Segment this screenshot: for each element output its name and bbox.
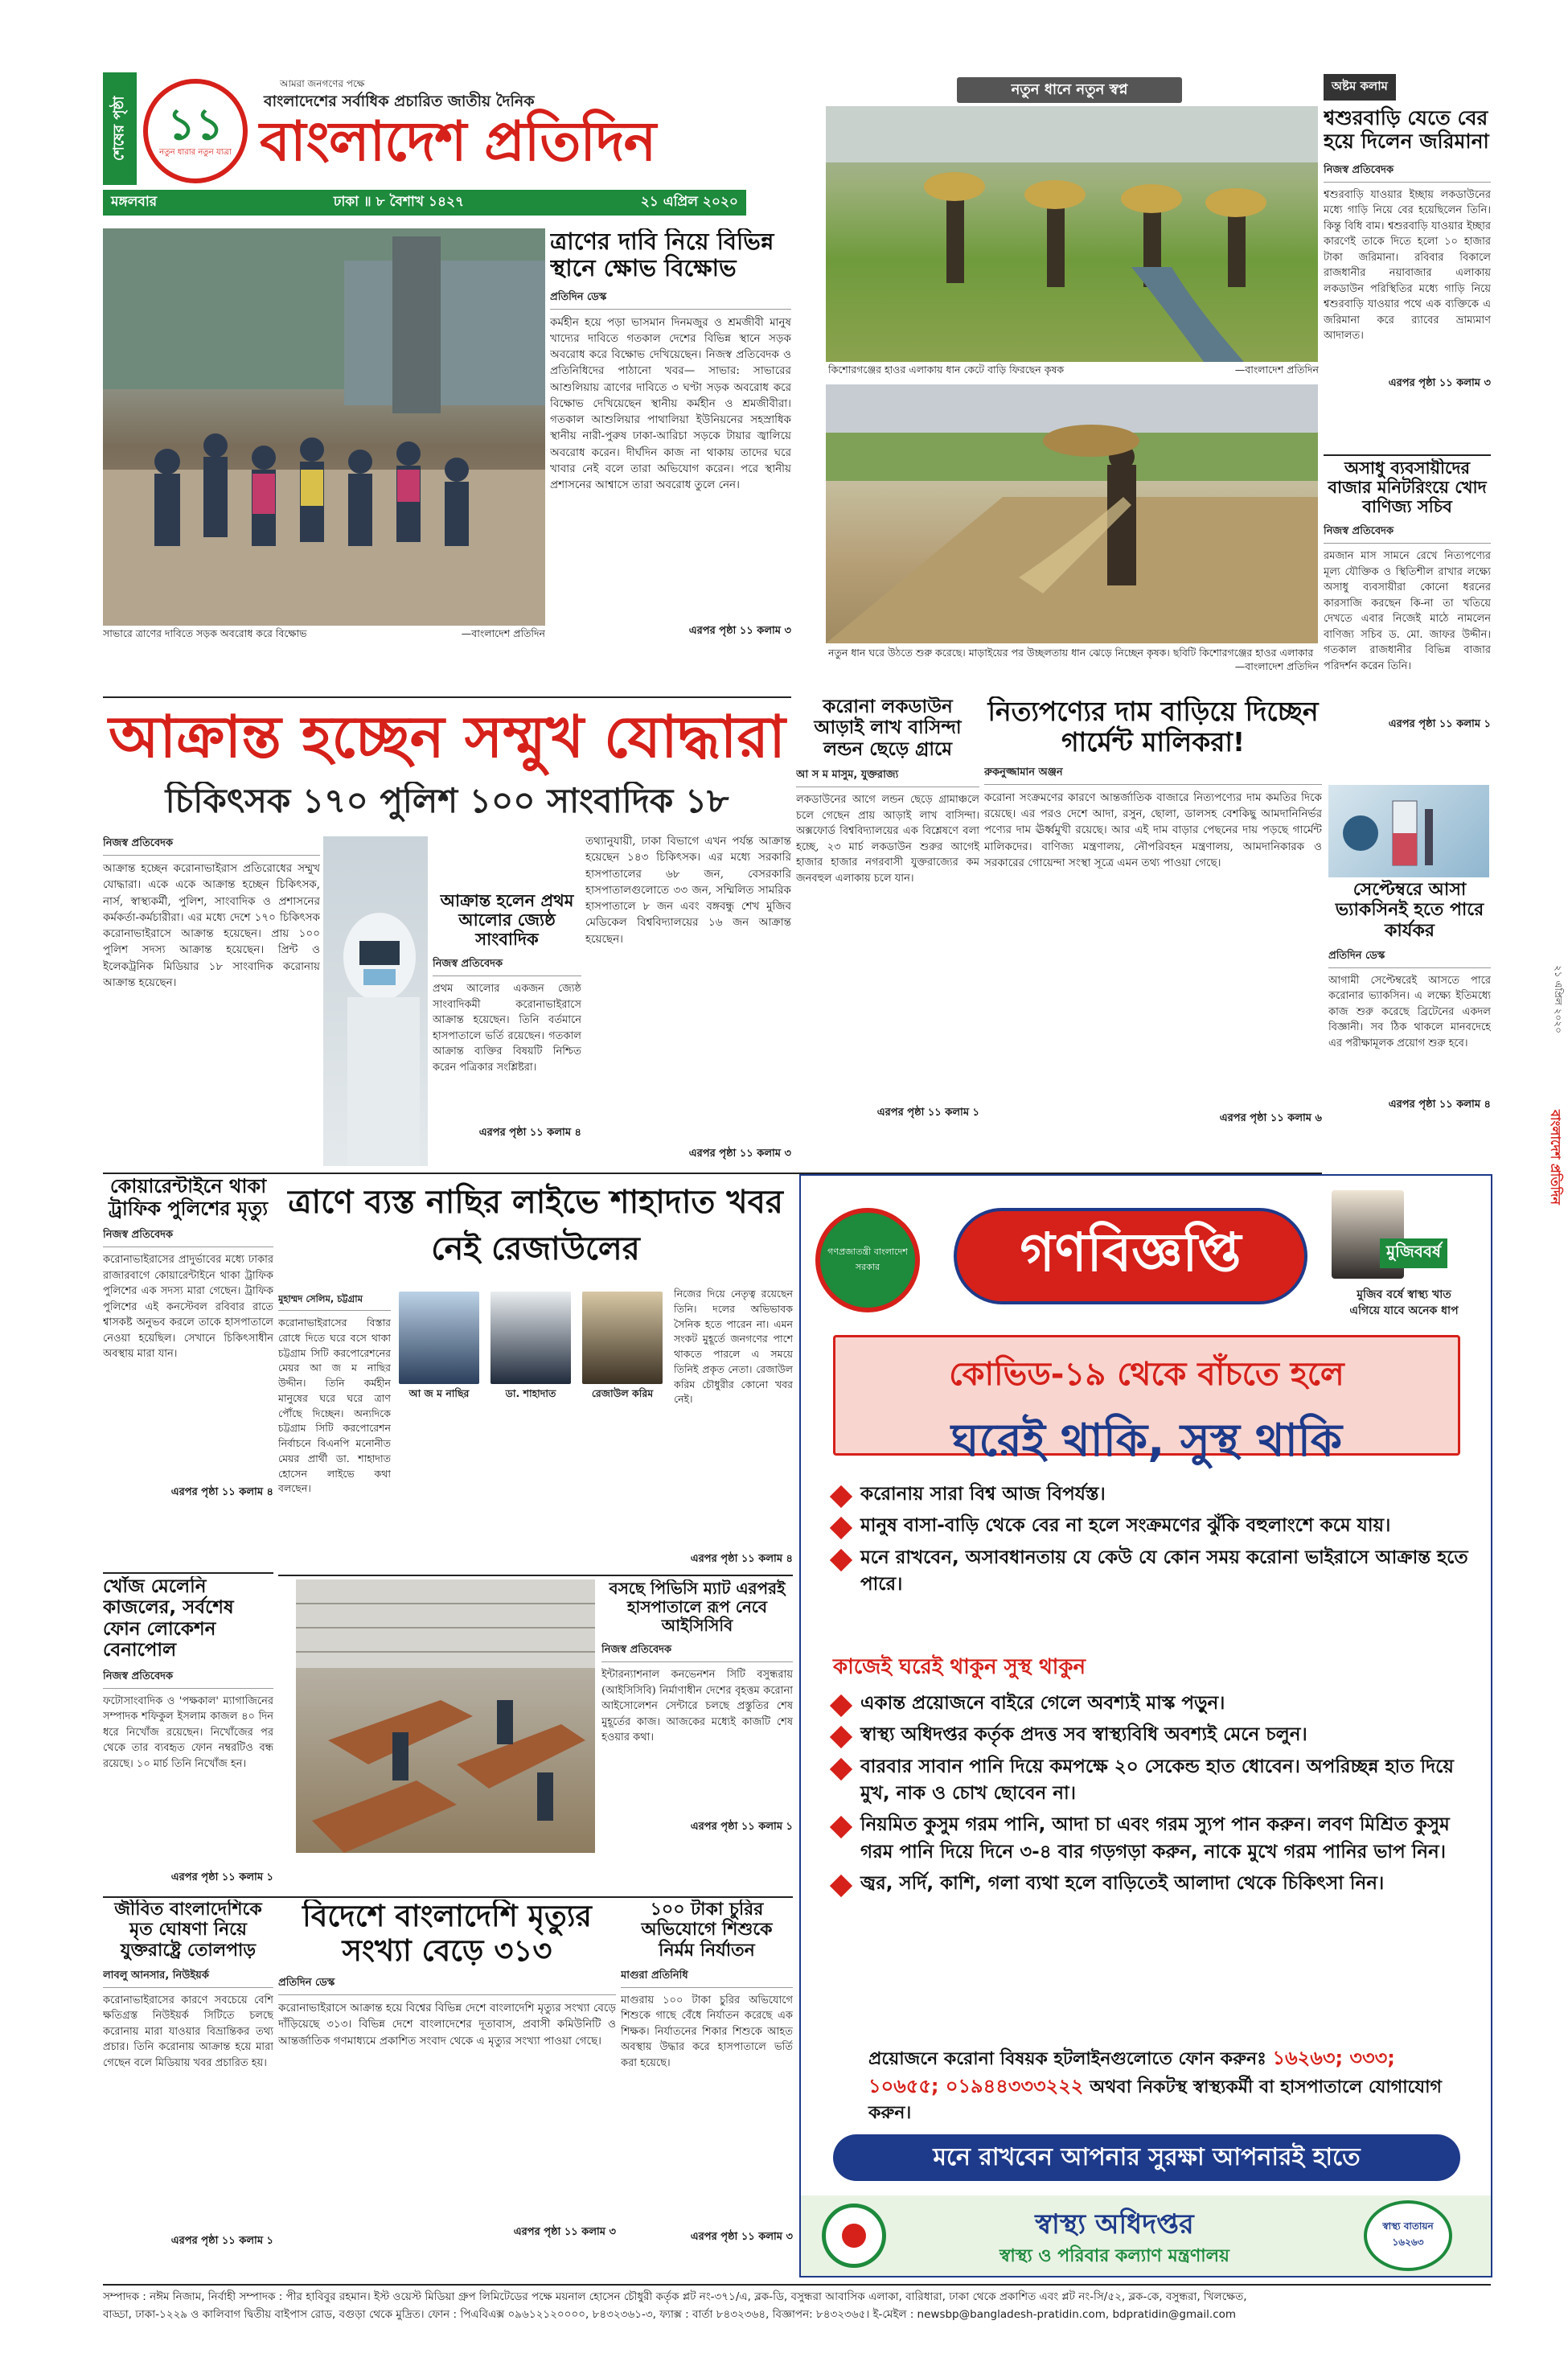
column8 [1324,74,1491,452]
banner-byline: নিজস্ব প্রতিবেদক [103,833,320,856]
gov-seal-text: গণপ্রজাতন্ত্রী বাংলাদেশ সরকার [827,1247,908,1272]
hotline-numbers: ১৬২৬৩; ৩৩৩; ১০৬৫৫; ০১৯৪৪৩৩৩২২২ [868,2047,1395,2097]
column8-jump: এরপর পৃষ্ঠা ১১ কলাম ৩ [1388,376,1491,389]
ad-bullet [833,1481,1468,1508]
usa-headline: জীবিত বাংলাদেশিকে মৃত ঘোষণা নিয়ে যুক্তরাষ্ট্রে তোলপাড় [114,1900,262,1961]
mujib-caption-1: মুজিব বর্ষে স্বাস্থ্য খাত [1357,1288,1451,1301]
portrait-shahadat-photo [491,1292,571,1384]
missing-byline: নিজস্ব প্রতিবেদক [103,1666,273,1689]
vaccine-story [1328,880,1491,1169]
mujib-title: মুজিববর্ষ [1380,1238,1447,1268]
ad-ministry: স্বাস্থ্য ও পরিবার কল্যাণ মন্ত্রণালয় [999,2246,1229,2266]
portrait-shahadat-name: ডা. শাহাদাত [505,1387,556,1399]
relief-byline: মুহাম্মদ সেলিম, চট্টগ্রাম [278,1290,391,1311]
portrait-rezaul [579,1292,666,1412]
masthead [103,72,746,225]
vaccine-byline: প্রতিদিন ডেস্ক [1328,946,1491,968]
photo-feature-label: নতুন ধানে নতুন স্বপ্ন [957,77,1182,103]
tagline: বাংলাদেশের সর্বাধিক প্রচারিত জাতীয় দৈনিক [264,92,535,110]
tagline-small: আমরা জনগণের পক্ষে [280,78,365,89]
ad-bullet [833,1690,1468,1717]
newspaper-title: বাংলাদেশ প্রতিদিন [260,110,656,174]
location-date: ঢাকা ॥ ৮ বৈশাখ ১৪২৭ [333,194,465,210]
relief-col1 [278,1290,391,1579]
page-tag: শেষের পৃষ্ঠা [103,72,137,185]
quarantine-byline: নিজস্ব প্রতিবেদক [103,1225,273,1247]
ad-headline-band [833,1335,1460,1467]
hotline-tail: অথবা নিকটস্থ স্বাস্থ্যকর্মী বা হাসপাতালে যোগাযোগ করুন। [868,2076,1442,2123]
side-strip [1542,949,1568,1399]
winnowing-image [826,384,1318,643]
logo [143,79,248,183]
lead-byline: প্রতিদিন ডেস্ক [550,287,791,310]
logo-number: ১১ [166,98,224,150]
iccb-photo [296,1579,595,1853]
health-ad [799,1174,1492,2277]
abroad-body: করোনাভাইরাসে আক্রান্ত হয়ে বিশ্বের বিভিন্ন দেশে বাংলাদেশি মৃত্যুর সংখ্যা বেড়ে দাঁড়িয়েছে ৩১৩। বিভিন্ন দেশে বাংলাদেশের দূতাবাস, প্রবাসী কমিউনিটি ও আন্তর্জাতিক গণমাধ্যমে প্রকাশিত সংবাদ থেকে এ মৃত্যুর সংখ্যা পাওয়া গেছে। [278,2002,616,2047]
quarantine-headline: কোয়ারেন্টাইনে থাকা ট্রাফিক পুলিশের মৃত্যু [108,1176,269,1220]
lead-jump: এরপর পৃষ্ঠা ১১ কলাম ৩ [688,624,791,637]
side-strip-date: ২১ এপ্রিল ২০২০ [1553,965,1564,1033]
ad-bullet-text: জ্বর, সর্দি, কাশি, গলা ব্যথা হলে বাড়িতেই আলাদা থেকে চিকিৎসা নিন। [860,1873,1385,1895]
banner-body-2: তথ্যানুযায়ী, ঢাকা বিভাগে এখন পর্যন্ত আক্রান্ত হয়েছেন ১৪৩ চিকিৎসক। এর মধ্যে সরকারি হাসপাতালের ৬৮ জন, বেসরকারি হাসপাতালগুলোতে ৩৩ জন, সম্মিলিত সামরিক হাসপাতালে ৮ জন এবং বঙ্গবন্ধু শেখ মুজিব মেডিকেল বিশ্ববিদ্যালয়ের ১৬ জন আক্রান্ত হয়েছেন। [585,835,791,946]
mujib-badge [1324,1190,1484,1323]
harvest-credit-1: —বাংলাদেশ প্রতিদিন [1234,363,1319,376]
harvest-caption-1-text: কিশোরগঞ্জের হাওর এলাকায় ধান কেটে বাড়ি ফিরছেন কৃষক [828,363,1065,376]
mujib-caption-2: এগিয়ে যাবে অনেক ধাপ [1349,1304,1459,1317]
usa-jump: এরপর পৃষ্ঠা ১১ কলাম ১ [170,2234,273,2247]
london-headline: করোনা লকডাউন আড়াই লাখ বাসিন্দা লন্ডন ছেড়ে গ্রামে [814,696,962,760]
quarantine-story [103,1176,273,1570]
vaccine-headline: সেপ্টেম্বরে আসা ভ্যাকসিনই হতে পারে কার্যকর [1335,880,1484,941]
lead-headline: ত্রাণের দাবি নিয়ে বিভিন্ন স্থানে ক্ষোভ বিক্ষোভ [550,228,774,282]
ad-title: গণবিজ্ঞপ্তি [954,1208,1307,1304]
theft-story [621,1900,793,2277]
day-label: মঙ্গলবার [111,194,158,210]
ad-bullet [833,1754,1468,1808]
column8-headline: শ্বশুরবাড়ি যেতে বের হয়ে দিলেন জরিমানা [1324,106,1489,153]
lead-photo-caption-text: সাভারে ত্রাণের দাবিতে সড়ক অবরোধ করে বিক্ষোভ [103,627,307,639]
imprint [103,2289,1491,2329]
missing-story [103,1576,273,1890]
quarantine-jump: এরপর পৃষ্ঠা ১১ কলাম ৪ [170,1486,273,1499]
pvc-story [601,1579,793,1893]
theft-body: মাগুরায় ১০০ টাকা চুরির অভিযোগে শিশুকে গাছে বেঁধে নির্যাতন করেছে এক শিক্ষক। নির্যাতনের শিকার শিশুকে আহত অবস্থায় উদ্ধার করে হাসপাতালে ভর্তি করা হয়েছে। [621,1994,793,2069]
commerce-byline: নিজস্ব প্রতিবেদক [1324,521,1491,544]
imprint-line-1: সম্পাদক : নঈম নিজাম, নির্বাহী সম্পাদক : পীর হাবিবুর রহমান। ইস্ট ওয়েস্ট মিডিয়া গ্রুপ লিমিটেডের পক্ষে ময়নাল হোসেন চৌধুরী কর্তৃক প্লট নং-৩৭১/এ, ব্লক-ডি, বসুন্ধরা আবাসিক এলাকা, বারিধারা, ঢাকা থেকে প্রকাশিত এবং প্লট নং-সি/৫২, ব্লক-কে, বসুন্ধরা, খিলক্ষেত, [103,2290,1247,2303]
hotline-badge [1364,2200,1452,2271]
banner-col1 [103,833,320,1171]
theft-jump: এরপর পৃষ্ঠা ১১ কলাম ৩ [690,2230,793,2243]
banner-subhead: চিকিৎসক ১৭০ পুলিশ ১০০ সাংবাদিক ১৮ [165,782,729,820]
missing-body: ফটোসাংবাদিক ও 'পক্ষকাল' ম্যাগাজিনের সম্পাদক শফিকুল ইসলাম কাজল ৪০ দিন ধরে নিখোঁজ রয়েছেন। নিখোঁজের পর থেকে তার ব্যবহৃত ফোন নম্বরটিও বন্ধ রয়েছে। ১০ মার্চ তিনি নিখোঁজ হন। [103,1694,273,1770]
column8-byline: নিজস্ব প্রতিবেদক [1324,160,1491,183]
ad-dept: স্বাস্থ্য অধিদপ্তর [1035,2208,1194,2241]
harvest-caption-1 [828,363,1319,380]
london-story [796,696,979,1163]
relief-jump: এরপর পৃষ্ঠা ১১ কলাম ৪ [690,1553,793,1565]
lead-photo [103,228,545,626]
relief-body-2: নিজের দিয়ে নেতৃত্ব রয়েছেন তিনি। দলের অভিভাবক সৈনিক হতে পারেন না। এমন সংকট মুহূর্তে জনগণের পাশে থাকতে পারলে এ সময়ে তিনিই প্রকৃত নেতা। রেজাউল করিম চৌধুরীর কোনো খবর নেই। [674,1288,793,1406]
missing-jump: এরপর পৃষ্ঠা ১১ কলাম ১ [170,1871,273,1883]
pvc-byline: নিজস্ব প্রতিবেদক [601,1640,793,1662]
ad-bullet [833,1722,1468,1748]
lead-body: কর্মহীন হয়ে পড়া ভাসমান দিনমজুর ও শ্রমজীবী মানুষ খাদ্যের দাবিতে গতকাল দেশের বিভিন্ন স্থানে সড়ক অবরোধ করে বিক্ষোভ দেখিয়েছেন। নিজস্ব প্রতিবেদক ও প্রতিনিধিদের পাঠানো খবর— সাভার: সাভারের আশুলিয়ায় ত্রাণের দাবিতে ৩ ঘণ্টা সড়ক অবরোধ করে বিক্ষোভ দেখিয়েছেন স্থানীয় কর্মহীন ও শ্রমজীবীরা। গতকাল আশুলিয়ার পাথালিয়া ইউনিয়নের সহস্রাধিক স্থানীয় নারী-পুরুষ ঢাকা-আরিচা সড়কে টায়ার জ্বালিয়ে অবরোধ করেন। দীর্ঘদিন কাজ না থাকায় তাদের ঘরে খাবার নেই বলে তারা অভিযোগ করেন। পরে স্থানীয় প্রশাসনের আশ্বাসে তারা অবরোধ তুলে নেন। [550,315,791,492]
ad-bullet-text: নিয়মিত কুসুম গরম পানি, আদা চা এবং গরম স্যুপ পান করুন। লবণ মিশ্রিত কুসুম গরম পানি দিয়ে দিনে ৩-৪ বার গড়গড়া করুন, নাকে মুখে গরম পানির ভাপ নিন। [860,1814,1450,1863]
relief-col3 [674,1287,793,1576]
pvc-headline: বসছে পিভিসি ম্যাট এরপরই হাসপাতালে রূপ নেবে আইসিসিবি [609,1579,786,1635]
harvest-photo-2 [826,384,1318,643]
lead-photo-credit: —বাংলাদেশ প্রতিদিন [461,627,545,639]
harvest-caption-2 [828,647,1319,679]
portrait-nasir [396,1292,482,1412]
theft-headline: ১০০ টাকা চুরির অভিযোগে শিশুকে নির্মম নির্যাতন [641,1900,773,1961]
ad-headline-2: ঘরেই থাকি, সুস্থ থাকি [950,1415,1343,1467]
dghs-logo [822,2204,886,2268]
relief-portraits [396,1292,666,1412]
journalist-byline: নিজস্ব প্রতিবেদক [433,954,581,976]
commerce-body: রমজান মাস সামনে রেখে নিত্যপণ্যের মূল্য যৌক্তিক ও স্থিতিশীল রাখার লক্ষ্যে অসাধু ব্যবসায়ীরা কোনো ধরনের কারসাজি করছেন কি-না তা খতিয়ে দেখতে এবার নিজেই মাঠে নামলেন বাণিজ্য সচিব ড. মো. জাফর উদ্দীন। গতকাল রাজধানীর বিভিন্ন বাজার পরিদর্শন করেন তিনি। [1324,550,1491,672]
abroad-story [278,1900,616,2277]
iccb-hall-image [296,1579,595,1853]
garments-byline: রুকনুজ্জামান অঞ্জন [984,762,1322,785]
ad-bullet-text: মনে রাখবেন, অসাবধানতায় যে কেউ যে কোন সময় করোনা ভাইরাসে আক্রান্ত হতে পারে। [860,1546,1468,1596]
ad-bullet [833,1871,1468,1897]
quarantine-body: করোনাভাইরাসের প্রাদুর্ভাবের মধ্যে ঢাকার রাজারবাগে কোয়ারেন্টাইনে থাকা ট্রাফিক পুলিশের এক সদস্য মারা গেছেন। ট্রাফিক পুলিশের এই কনস্টেবল রবিবার রাতে শ্বাসকষ্ট অনুভব করলে তাকে হাসপাতালে নেওয়া হয়েছিল। সেখানে চিকিৎসাধীন অবস্থায় মারা যান। [103,1254,273,1361]
journalist-body: প্রথম আলোর একজন জ্যেষ্ঠ সাংবাদিকমী করোনাভাইরাসে আক্রান্ত হয়েছেন। তিনি বর্তমানে হাসপাতালে ভর্তি রয়েছেন। গতকাল আক্রান্ত ব্যক্তির বিষয়টি নিশ্চিত করেন পত্রিকার সংশ্লিষ্টরা। [433,983,581,1074]
pvc-jump: এরপর পৃষ্ঠা ১১ কলাম ১ [690,1821,793,1833]
ad-bullets-top [833,1481,1468,1603]
abroad-headline: বিদেশে বাংলাদেশি মৃত্যুর সংখ্যা বেড়ে ৩১৩ [302,1900,592,1968]
vaccine-vial-image [1328,785,1489,877]
ad-bullet [833,1812,1468,1866]
commerce-jump: এরপর পৃষ্ঠা ১১ কলাম ১ [1388,718,1491,731]
vaccine-body: আগামী সেপ্টেম্বরেই আসতে পারে করোনার ভ্যাকসিন। এ লক্ষ্যে ইতিমধ্যে কাজ শুরু করেছে ব্রিটেনের একদল বিজ্ঞানী। সব ঠিক থাকলে মানবদেহে এর পরীক্ষামূলক প্রয়োগ শুরু হবে। [1328,974,1491,1049]
vaccine-jump: এরপর পৃষ্ঠা ১১ কলাম ৪ [1388,1098,1491,1111]
ad-hotline [868,2044,1472,2126]
banner-col3 [585,833,791,1171]
ad-bullet-text: স্বাস্থ্য অধিদপ্তর কর্তৃক প্রদত্ত সব স্বাস্থ্যবিধি অবশ্যই মেনে চলুন। [860,1724,1307,1746]
usa-story [103,1900,273,2277]
london-jump: এরপর পৃষ্ঠা ১১ কলাম ১ [876,1107,979,1119]
date-bar [103,190,746,216]
ad-bullet-text: একান্ত প্রয়োজনে বাইরে গেলে অবশ্যই মাস্ক পড়ুন। [860,1693,1225,1714]
doctor-photo [323,836,428,1166]
side-strip-title: বাংলাদেশ প্রতিদিন [1548,1110,1563,1205]
relief-headline: ত্রাণে ব্যস্ত নাছির লাইভে শাহাদাত খবর নেই রেজাউলের [288,1184,783,1267]
garments-body: করোনা সংক্রমণের কারণে আন্তর্জাতিক বাজারে নিত্যপণ্যের দাম কমতির দিকে রয়েছে। এর পরও দেশে আদা, রসুন, ছোলা, ডালসহ বেশকিছু আমদানিনির্ভর পণ্যের দাম ঊর্ধ্বমুখী রয়েছে। আর এই দাম বাড়ার পেছনের দায় পড়ছে গার্মেন্ট মালিকদের। বাণিজ্য মন্ত্রণালয়, নৌপরিবহন মন্ত্রণালয়, আমদানিকারক ও সরকারের গোয়েন্দা সংস্থা সূত্রে এমন তথ্য পাওয়া গেছে। [984,791,1322,869]
missing-headline: খোঁজ মেলেনি কাজলের, সর্বশেষ ফোন লোকেশন বেনাপোল [103,1576,234,1661]
pvc-body: ইন্টারন্যাশনাল কনভেনশন সিটি বসুন্ধরায় (আইসিসিবি) নির্মাণাধীন দেশের বৃহত্তম করোনা আইসোলেশন সেন্টারে চলছে প্রস্তুতির শেষ মুহূর্তের কাজ। আজকের মধ্যেই কাজটি শেষ হওয়ার কথা। [601,1669,793,1744]
portrait-rezaul-name: রেজাউল করিম [591,1387,654,1399]
abroad-jump: এরপর পৃষ্ঠা ১১ কলাম ৩ [513,2226,616,2239]
banner-body: আক্রান্ত হচ্ছেন করোনাভাইরাস প্রতিরোধের সম্মুখ যোদ্ধারা। একে একে আক্রান্ত হচ্ছেন চিকিৎসক, নার্স, স্বাস্থ্যকর্মী, পুলিশ, সাংবাদিক ও প্রশাসনের কর্মকর্তা-কর্মচারীরা। এর মধ্যে দেশে ১৭০ চিকিৎসক করোনাভাইরাসে আক্রান্ত হয়েছেন। প্রায় ১০০ পুলিশ সদস্য আক্রান্ত হয়েছেন। প্রিন্ট ও ইলেকট্রনিক মিডিয়ার ১৮ সাংবাদিক করোনায় আক্রান্ত হয়েছেন। [103,862,320,989]
portrait-nasir-photo [399,1292,479,1384]
lead-story [550,228,791,651]
column8-label: অষ্টম কলাম [1324,74,1396,101]
protest-image [103,228,545,626]
hotline-text: প্রয়োজনে করোনা বিষয়ক হটলাইনগুলোতে ফোন করুনঃ [868,2049,1266,2069]
ad-footer-banner: মনে রাখবেন আপনার সুরক্ষা আপনারই হাতে [833,2134,1460,2181]
portrait-rezaul-photo [582,1292,663,1384]
usa-body: করোনাভাইরাসের কারণে সবচেয়ে বেশি ক্ষতিগ্রস্ত নিউইয়র্ক সিটিতে চলছে করোনায় মারা যাওয়ার বিভ্রান্তিকর তথ্য প্রচার। তিনি করোনায় আক্রান্ত হয়ে মারা গেছেন বলে মিডিয়ায় খবর প্রচারিত হয়। [103,1994,273,2069]
ad-bullets-bottom [833,1690,1468,1902]
column8-body: শ্বশুরবাড়ি যাওয়ার ইচ্ছায় লকডাউনের মধ্যে গাড়ি নিয়ে বের হয়েছিলেন তিনি। কিন্তু বিধি বাম। শ্বশুরবাড়ি যাওয়ার ইচ্ছার কারণেই তাকে দিতে হলো ১০ হাজার টাকা জরিমানা। রবিবার বিকালে রাজধানীর নয়াবাজার এলাকায় লকডাউন পরিস্থিতির মধ্যে গাড়ি নিয়ে শ্বশুরবাড়ি যাওয়ার পথে এক ব্যক্তিকে এ জরিমানা করে র‍্যাবের ভ্রাম্যমাণ আদালত। [1324,188,1491,342]
banner-jump: এরপর পৃষ্ঠা ১১ কলাম ৩ [688,1148,791,1160]
theft-byline: মাগুরা প্রতিনিধি [621,1965,793,1988]
journalist-story [433,891,581,1169]
gov-seal [815,1208,920,1312]
harvest-credit-2: —বাংলাদেশ প্রতিদিন [1234,659,1319,672]
imprint-line-2: বাড্ডা, ঢাকা-১২২৯ ও কালিবাগ দ্বিতীয় বাইপাস রোড, বগুড়া থেকে মুদ্রিত। ফোন : পিএবিএক্স ০৯৬১২১২০০০০, ৮৪৩২৩৬১-৩, ফ্যাক্স : বার্তা ৮৪৩২৩৬৪, বিজ্ঞাপন: ৮৪৩২৩৬৫। ই-মেইল : newsbp@bangladesh-pratidin.com, bdpratidin@gmail.com [103,2307,1237,2321]
vaccine-photo [1328,785,1489,877]
ad-subhead: কাজেই ঘরেই থাকুন সুস্থ থাকুন [833,1655,1086,1679]
usa-byline: লাবলু আনসার, নিউইয়র্ক [103,1965,273,1988]
portrait-shahadat [487,1292,574,1412]
date-label: ২১ এপ্রিল ২০২০ [640,194,738,210]
banner-headline: আক্রান্ত হচ্ছেন সম্মুখ যোদ্ধারা [109,703,786,770]
farmers-carrying-image [826,106,1318,362]
ad-bullet [833,1545,1468,1599]
journalist-headline: আক্রান্ত হলেন প্রথম আলোর জ্যেষ্ঠ সাংবাদিক [440,891,574,950]
london-byline: আ স ম মাসুম, যুক্তরাজ্য [796,765,979,787]
garments-jump: এরপর পৃষ্ঠা ১১ কলাম ৬ [1219,1111,1322,1124]
logo-slogan: নতুন ধারার নতুন যাত্রা [159,147,232,157]
harvest-photo-1 [826,106,1318,362]
commerce-headline: অসাধু ব্যবসায়ীদের বাজার মনিটরিংয়ে খোদ বাণিজ্য সচিব [1328,458,1487,517]
commerce-story [1324,458,1491,780]
ad-headline-1: কোভিড-১৯ থেকে বাঁচতে হলে [949,1356,1344,1393]
abroad-byline: প্রতিদিন ডেস্ক [278,1973,616,1995]
lead-photo-caption [103,627,545,645]
garments-headline: নিত্যপণ্যের দাম বাড়িয়ে দিচ্ছেন গার্মেন্ট মালিকরা! [987,696,1319,758]
ad-bullet-text: মানুষ বাসা-বাড়ি থেকে বের না হলে সংক্রমণের ঝুঁকি বহুলাংশে কমে যায়। [860,1515,1391,1537]
hotline-badge-text: স্বাস্থ্য বাতায়ন ১৬২৬৩ [1382,2220,1434,2248]
journalist-jump: এরপর পৃষ্ঠা ১১ কলাম ৪ [478,1127,581,1140]
ad-dept-strip [801,2195,1491,2276]
garments-story [984,696,1322,1163]
ppe-doctor-image [323,836,428,1166]
relief-body: করোনাভাইরাসের বিস্তার রোধে দিতে ঘরে বসে থাকা চট্টগ্রাম সিটি করপোরেশনের মেয়র আ জ ম নাছির উদ্দীন। তিনি কর্মহীন মানুষের ঘরে ঘরে ত্রাণ পৌঁছে দিচ্ছেন। অন্যদিকে চট্টগ্রাম সিটি করপোরেশন নির্বাচনে বিএনপি মনোনীত মেয়র প্রার্থী ডা. শাহাদাত হোসেন লাইভে কথা বলছেন। [278,1316,391,1495]
portrait-nasir-name: আ জ ম নাছির [408,1387,470,1399]
harvest-caption-2-text: নতুন ধান ঘরে উঠতে শুরু করেছে। মাড়াইয়ের পর উচ্ছলতায় ধান ঝেড়ে নিচ্ছেন কৃষক। ছবিটি কিশোরগঞ্জের হাওর এলাকার [828,647,1314,659]
london-body: লকডাউনের আগে লন্ডন ছেড়ে গ্রামাঞ্চলে চলে গেছেন প্রায় আড়াই লাখ বাসিন্দা। অক্সফোর্ড বিশ্ববিদ্যালয়ের এক বিশ্লেষণে বলা হচ্ছে, ২৩ মার্চ লকডাউন শুরুর আগেই হাজার হাজার নগরবাসী যুক্তরাজ্যের কম জনবহুল এলাকায় চলে যান। [796,794,979,885]
ad-bullet-text: বারবার সাবান পানি দিয়ে কমপক্ষে ২০ সেকেন্ড হাত ধোবেন। অপরিচ্ছন্ন হাত দিয়ে মুখ, নাক ও চোখ ছোবেন না। [860,1756,1454,1805]
ad-bullet-text: করোনায় সারা বিশ্ব আজ বিপর্যস্ত। [860,1484,1106,1505]
ad-bullet [833,1513,1468,1539]
